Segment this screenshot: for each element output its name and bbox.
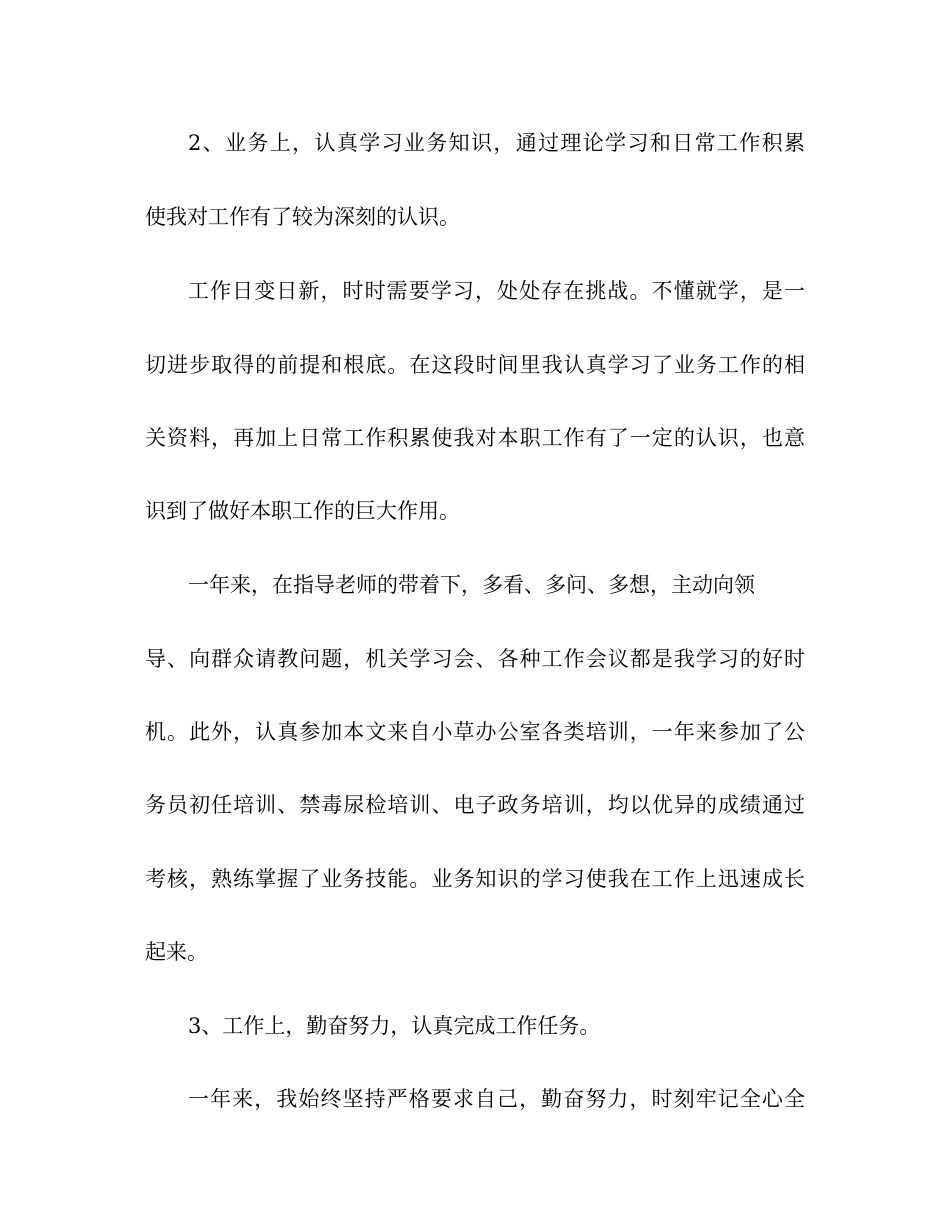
text-line: 一年来，在指导老师的带着下，多看、多问、多想，主动向领 xyxy=(188,573,755,597)
text-line: 工作日变日新，时时需要学习，处处存在挑战。不懂就学，是一 xyxy=(188,279,805,303)
text-line: 机。此外，认真参加本文来自小草办公室各类培训，一年来参加了公 xyxy=(145,720,805,744)
text-line: 务员初任培训、禁毒尿检培训、电子政务培训，均以优异的成绩通过 xyxy=(145,793,805,817)
text-line: 导、向群众请教问题，机关学习会、各种工作会议都是我学习的好时 xyxy=(145,647,805,671)
text-line: 识到了做好本职工作的巨大作用。 xyxy=(145,499,460,523)
text-line: 考核，熟练掌握了业务技能。业务知识的学习使我在工作上迅速成长 xyxy=(145,867,805,891)
text-line: 一年来，我始终坚持严格要求自己，勤奋努力，时刻牢记全心全 xyxy=(188,1087,805,1111)
text-line: 起来。 xyxy=(145,940,208,964)
text-line: 3、工作上，勤奋努力，认真完成工作任务。 xyxy=(188,1014,601,1038)
text-line: 2、业务上，认真学习业务知识，通过理论学习和日常工作积累 xyxy=(188,131,805,155)
text-line: 关资料，再加上日常工作积累使我对本职工作有了一定的认识，也意 xyxy=(145,426,805,450)
text-line: 切进步取得的前提和根底。在这段时间里我认真学习了业务工作的相 xyxy=(145,353,805,377)
text-line: 使我对工作有了较为深刻的认识。 xyxy=(145,205,460,229)
